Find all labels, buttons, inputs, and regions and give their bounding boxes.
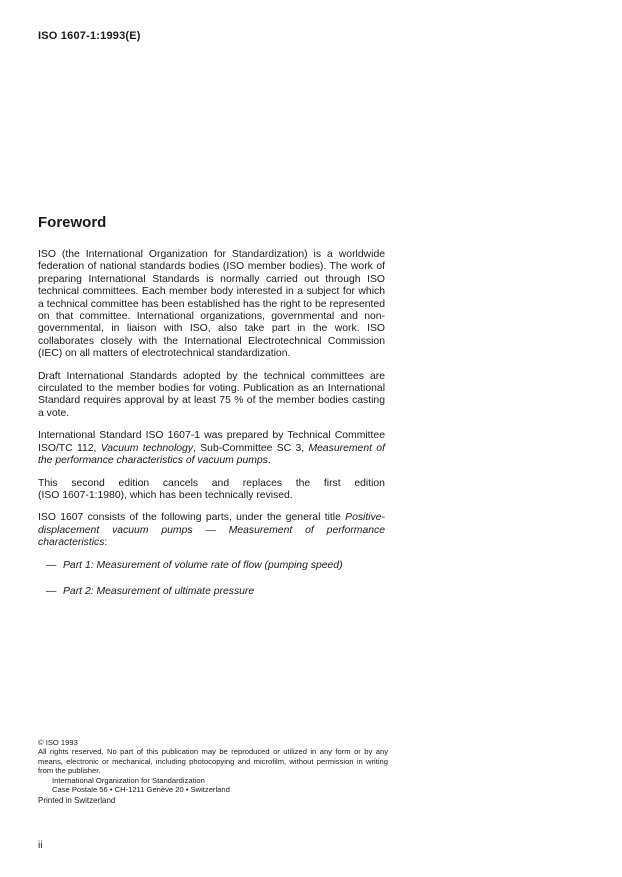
edition-word: edition bbox=[354, 477, 385, 489]
rights-reserved-text: All rights reserved. No part of this publication may be reproduced or utilized in any form or by any means, electronic or mechanical, including photocopying and microfilm, without permission in writing from the publisher. bbox=[38, 747, 388, 776]
organization-address: Case Postale 56 • CH-1211 Genève 20 • Switzerland bbox=[52, 785, 230, 795]
list-item bbox=[46, 560, 385, 572]
copyright-notice: © ISO 1993 bbox=[38, 738, 78, 747]
edition-word: first bbox=[323, 477, 341, 489]
foreword-heading: Foreword bbox=[38, 214, 107, 231]
subcommittee-name: Measurement of the performance characteristics of vacuum pumps bbox=[38, 442, 385, 467]
copyright-block bbox=[38, 738, 388, 806]
edition-word: This bbox=[38, 477, 58, 489]
part-2-title: Part 2: Measurement of ultimate pressure bbox=[63, 585, 255, 597]
parts-list bbox=[38, 560, 385, 599]
list-dash: — bbox=[46, 585, 57, 597]
paragraph-draft-standards: Draft International Standards adopted by the technical committees are circulated to the member bodies for voting. Publication as an International Standard requires approval by at least 75 % of the member bodies casting a vote. bbox=[38, 370, 385, 419]
paragraph-iso-intro: ISO (the International Organization for Standardization) is a worldwide federation of national standards bodies (ISO member bodies). The work of preparing International Standards is normally carried out through ISO technical committees. Each member body interested in a subject for which a technical committee has been established has the right to be represented on that committee. International organizations, governmental and non-governmental, in liaison with ISO, also take part in the work. ISO collaborates closely with the International Electrotechnical Commission (IEC) on all matters of electrotechnical standardization. bbox=[38, 249, 385, 360]
paragraph-edition bbox=[38, 478, 385, 503]
edition-line-1 bbox=[38, 478, 385, 490]
parts-intro-post: : bbox=[104, 537, 108, 549]
prepared-by-text-post: . bbox=[267, 455, 271, 467]
committee-name: Vacuum technology bbox=[100, 442, 194, 454]
list-item bbox=[46, 586, 385, 598]
document-code: ISO 1607-1:1993(E) bbox=[38, 30, 141, 42]
edition-line-2: (ISO 1607-1:1980), which has been technically revised. bbox=[38, 489, 293, 501]
edition-word: replaces bbox=[242, 477, 283, 489]
part-1-title: Part 1: Measurement of volume rate of flow (pumping speed) bbox=[63, 559, 343, 571]
foreword-body bbox=[38, 249, 385, 612]
paragraph-prepared-by bbox=[38, 430, 385, 467]
parts-intro-pre: ISO 1607 consists of the following parts, under the general title bbox=[38, 512, 346, 524]
list-dash: — bbox=[46, 559, 57, 571]
printed-in: Printed in Switzerland bbox=[38, 796, 116, 806]
edition-word: edition bbox=[118, 477, 150, 489]
edition-word: the bbox=[295, 477, 311, 489]
general-title: Positive-displacement vacuum pumps — Measurement of performance characteristics bbox=[38, 512, 385, 549]
paragraph-parts-intro bbox=[38, 512, 385, 549]
page-number: ii bbox=[38, 840, 43, 851]
prepared-by-text-mid: , Sub-Committee SC 3, bbox=[193, 442, 309, 454]
organization-name: International Organization for Standardization bbox=[52, 775, 205, 785]
edition-word: cancels bbox=[162, 477, 199, 489]
edition-word: and bbox=[211, 477, 230, 489]
prepared-by-text-pre: International Standard ISO 1607-1 was prepared by Technical Committee ISO/TC 112, bbox=[38, 430, 385, 454]
edition-word: second bbox=[71, 477, 105, 489]
